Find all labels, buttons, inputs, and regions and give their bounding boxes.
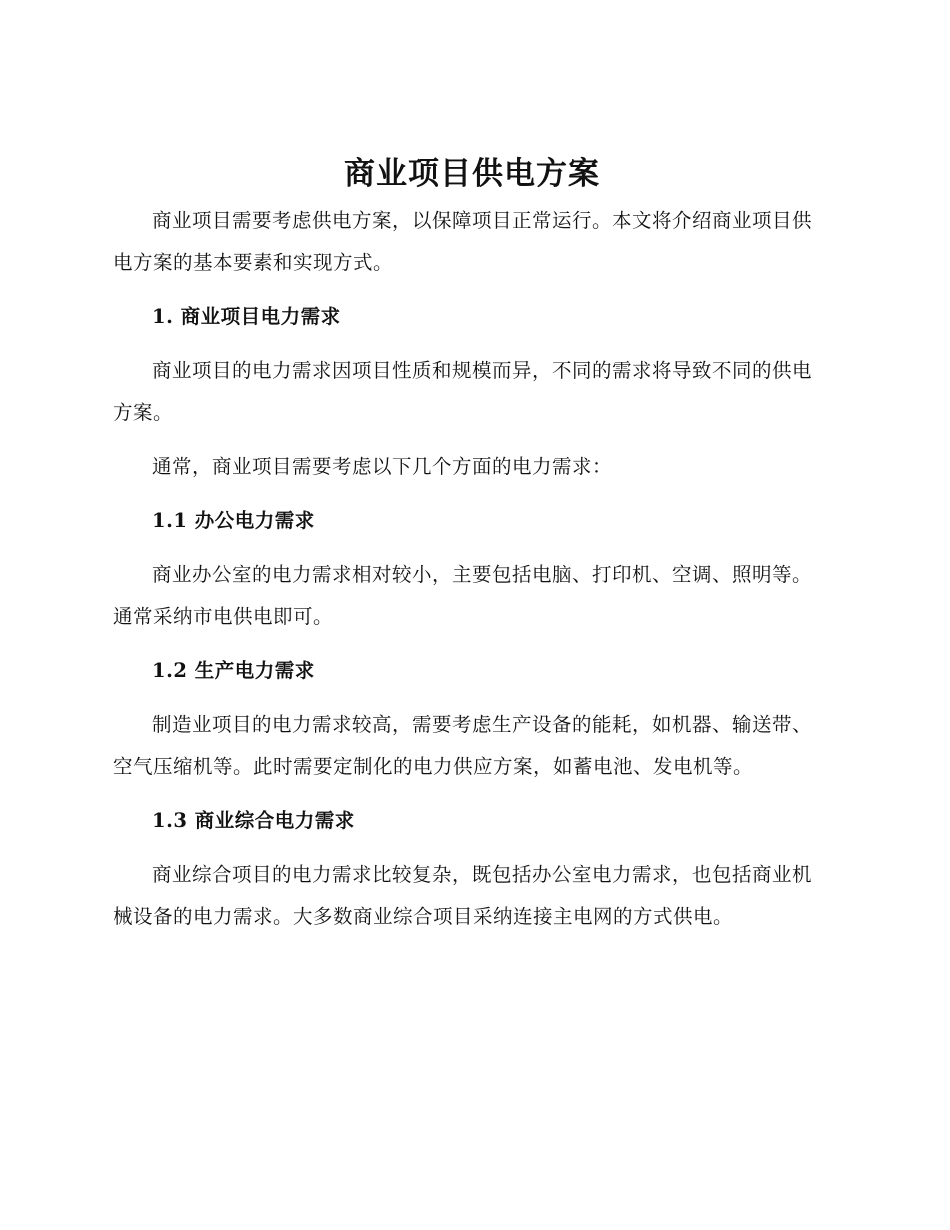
section-1-1-paragraph: 商业办公室的电力需求相对较小，主要包括电脑、打印机、空调、照明等。通常采纳市电供电即可。	[113, 563, 813, 628]
intro-paragraph: 商业项目需要考虑供电方案，以保障项目正常运行。本文将介绍商业项目供电方案的基本要素和实现方式。	[113, 209, 813, 274]
document-body	[113, 148, 831, 938]
section-1-1-heading: 1.1 办公电力需求	[152, 509, 315, 532]
section-1-2-paragraph: 制造业项目的电力需求较高，需要考虑生产设备的能耗，如机器、输送带、空气压缩机等。此时需要定制化的电力供应方案，如蓄电池、发电机等。	[113, 713, 813, 778]
section-1-3-paragraph: 商业综合项目的电力需求比较复杂，既包括办公室电力需求，也包括商业机械设备的电力需求。大多数商业综合项目采纳连接主电网的方式供电。	[113, 863, 813, 928]
section-1-heading: 1. 商业项目电力需求	[152, 305, 341, 328]
section-1-3-heading: 1.3 商业综合电力需求	[152, 809, 355, 832]
section-1-paragraph-1: 商业项目的电力需求因项目性质和规模而异，不同的需求将导致不同的供电方案。	[113, 359, 813, 424]
section-1-2-heading: 1.2 生产电力需求	[152, 659, 315, 682]
section-1-paragraph-2: 通常，商业项目需要考虑以下几个方面的电力需求：	[152, 455, 613, 478]
document-title: 商业项目供电方案	[344, 156, 600, 192]
